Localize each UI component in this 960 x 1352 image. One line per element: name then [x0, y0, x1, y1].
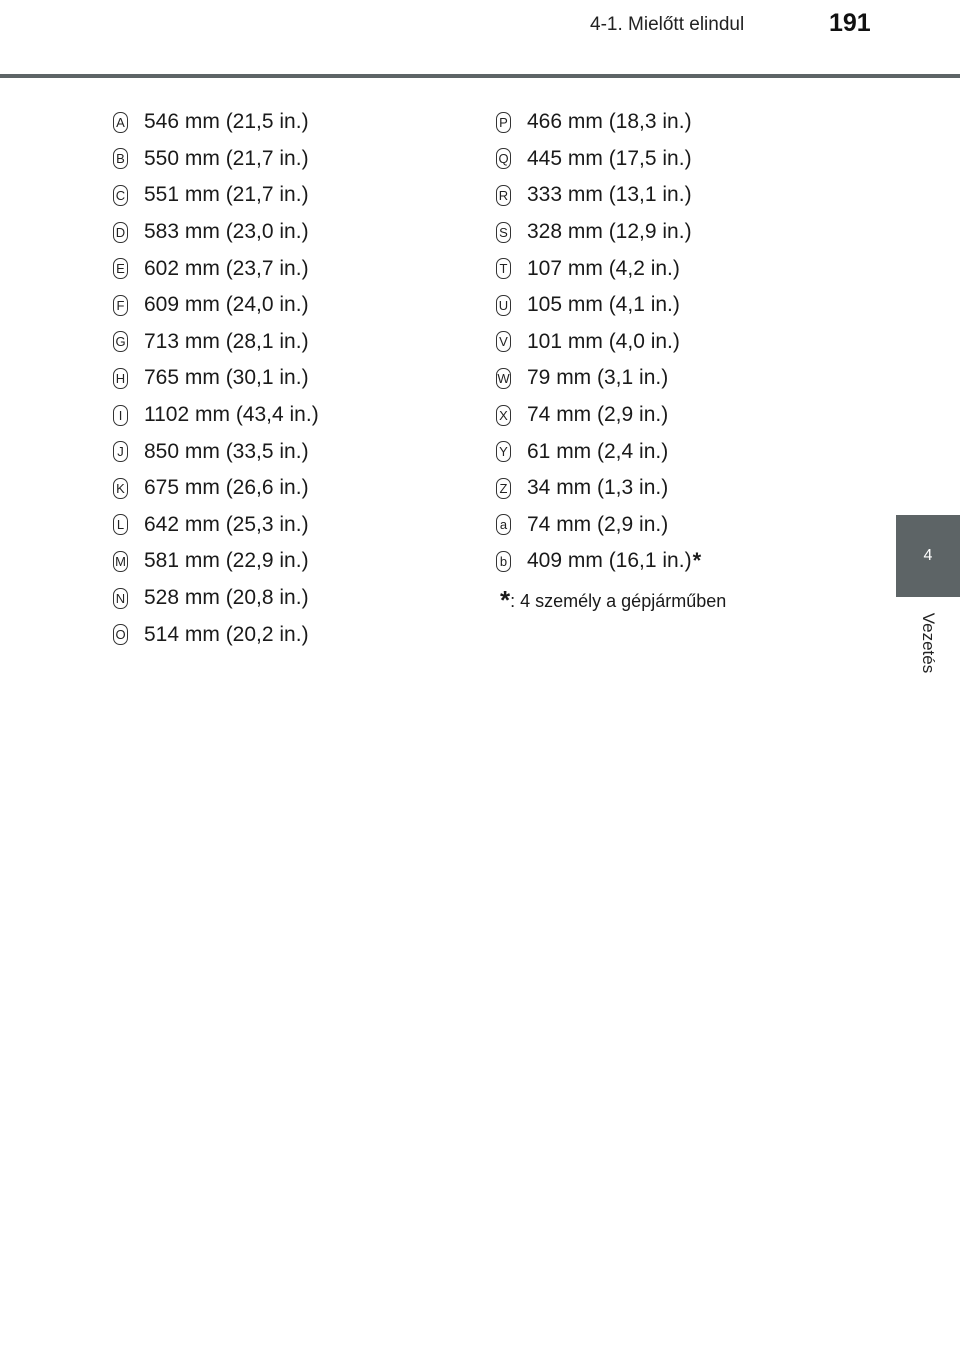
measurement-item — [113, 616, 319, 653]
measurement-item — [113, 580, 319, 617]
measurement-item — [496, 397, 701, 434]
marker-label: O — [113, 624, 128, 645]
measurement-value: 1102 mm (43,4 in.) — [144, 403, 319, 427]
marker-label: a — [496, 514, 511, 535]
marker-label: W — [496, 368, 511, 389]
marker-label: b — [496, 551, 511, 572]
measurement-item — [496, 324, 701, 361]
measurement-item — [496, 470, 701, 507]
measurement-value: 602 mm (23,7 in.) — [144, 256, 309, 280]
marker-label: E — [113, 258, 128, 279]
measurement-item — [113, 543, 319, 580]
measurement-value: 409 mm (16,1 in.) — [527, 549, 692, 573]
measurement-item — [113, 433, 319, 470]
measurement-item — [113, 104, 319, 141]
measurement-value: 550 mm (21,7 in.) — [144, 146, 309, 170]
measurement-item — [113, 177, 319, 214]
marker-label: F — [113, 295, 128, 316]
marker-label: D — [113, 222, 128, 243]
measurement-value: 609 mm (24,0 in.) — [144, 293, 309, 317]
measurement-item — [496, 433, 701, 470]
measurement-item — [496, 360, 701, 397]
measurement-value: 466 mm (18,3 in.) — [527, 110, 692, 134]
measurement-value: 675 mm (26,6 in.) — [144, 476, 309, 500]
measurement-item — [496, 214, 701, 251]
measurement-value: 107 mm (4,2 in.) — [527, 256, 680, 280]
measurement-value: 61 mm (2,4 in.) — [527, 439, 669, 463]
footnote-asterisk: * — [500, 585, 511, 615]
footnote — [500, 585, 726, 616]
measurement-item — [496, 250, 701, 287]
measurement-value: 514 mm (20,2 in.) — [144, 622, 309, 646]
marker-label: T — [496, 258, 511, 279]
marker-label: J — [113, 441, 128, 462]
footnote-text: : 4 személy a gépjárműben — [510, 591, 727, 611]
measurement-value: 642 mm (25,3 in.) — [144, 512, 309, 536]
measurement-value: 328 mm (12,9 in.) — [527, 220, 692, 244]
measurement-item — [113, 360, 319, 397]
measurement-item — [496, 287, 701, 324]
measurement-item — [113, 287, 319, 324]
measurement-value: 713 mm (28,1 in.) — [144, 329, 309, 353]
measurement-item — [113, 397, 319, 434]
measurement-item — [496, 141, 701, 178]
measurement-value: 765 mm (30,1 in.) — [144, 366, 309, 390]
measurement-value: 850 mm (33,5 in.) — [144, 439, 309, 463]
marker-label: H — [113, 368, 128, 389]
measurement-item — [113, 324, 319, 361]
marker-label: U — [496, 295, 511, 316]
marker-label: Q — [496, 148, 511, 169]
measurement-item — [113, 507, 319, 544]
measurement-value: 583 mm (23,0 in.) — [144, 220, 309, 244]
chapter-title: Vezetés — [919, 612, 938, 674]
measurement-value: 333 mm (13,1 in.) — [527, 183, 692, 207]
measurement-item — [496, 507, 701, 544]
marker-label: G — [113, 331, 128, 352]
marker-label: L — [113, 514, 128, 535]
measurement-value: 551 mm (21,7 in.) — [144, 183, 309, 207]
measurement-value: 74 mm (2,9 in.) — [527, 512, 669, 536]
marker-label: N — [113, 588, 128, 609]
chapter-tab — [896, 515, 960, 597]
marker-label: M — [113, 551, 128, 572]
marker-label: B — [113, 148, 128, 169]
measurement-value: 528 mm (20,8 in.) — [144, 586, 309, 610]
header-divider — [0, 74, 960, 78]
left-measurement-list — [113, 104, 319, 653]
marker-label: C — [113, 185, 128, 206]
marker-label: R — [496, 185, 511, 206]
marker-label: Z — [496, 478, 511, 499]
measurement-value: 34 mm (1,3 in.) — [527, 476, 669, 500]
marker-label: Y — [496, 441, 511, 462]
measurement-item — [496, 177, 701, 214]
measurement-item — [496, 104, 701, 141]
measurement-value: 74 mm (2,9 in.) — [527, 403, 669, 427]
measurement-value: 79 mm (3,1 in.) — [527, 366, 669, 390]
marker-label: K — [113, 478, 128, 499]
marker-label: A — [113, 112, 128, 133]
measurement-value: 546 mm (21,5 in.) — [144, 110, 309, 134]
measurement-value: 101 mm (4,0 in.) — [527, 329, 680, 353]
measurement-item: b 409 mm (16,1 in.) * — [496, 543, 701, 580]
measurement-value: 581 mm (22,9 in.) — [144, 549, 309, 573]
measurement-item — [113, 250, 319, 287]
measurement-value: 445 mm (17,5 in.) — [527, 146, 692, 170]
measurement-value: 105 mm (4,1 in.) — [527, 293, 680, 317]
right-measurement-list — [496, 104, 701, 580]
marker-label: V — [496, 331, 511, 352]
marker-label: P — [496, 112, 511, 133]
measurement-item — [113, 141, 319, 178]
page-number: 191 — [829, 9, 871, 37]
measurement-item — [113, 470, 319, 507]
marker-label: I — [113, 405, 128, 426]
section-title: 4-1. Mielőtt elindul — [590, 14, 745, 35]
chapter-number: 4 — [923, 547, 933, 564]
marker-label: S — [496, 222, 511, 243]
marker-label: X — [496, 405, 511, 426]
measurement-item — [113, 214, 319, 251]
